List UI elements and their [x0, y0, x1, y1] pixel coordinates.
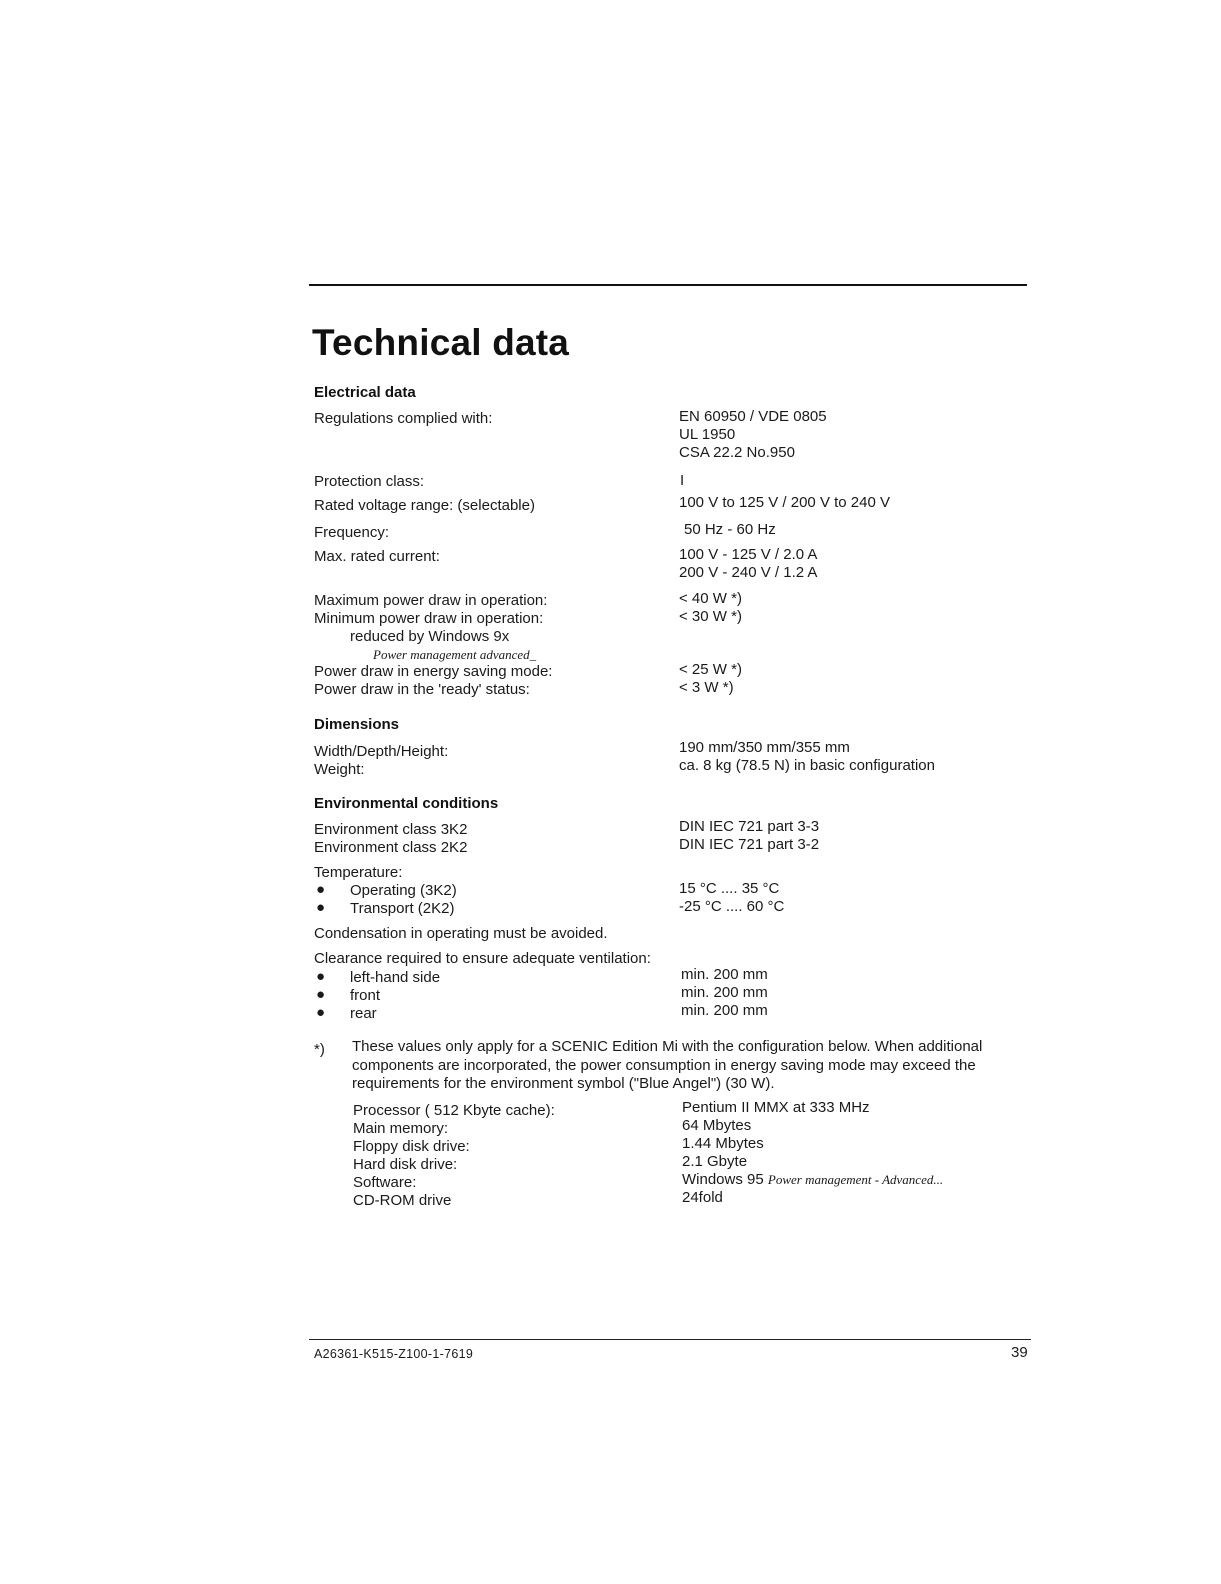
config-software-os: Windows 95 — [682, 1171, 764, 1188]
clearance-left-label: left-hand side — [350, 969, 441, 986]
config-software-note: Power management - Advanced... — [767, 1172, 944, 1187]
clearance-label: Clearance required to ensure adequate ventilation: — [314, 950, 651, 967]
regulations-value-2: UL 1950 — [679, 426, 736, 443]
regulations-value-1: EN 60950 / VDE 0805 — [679, 408, 827, 425]
bullet-icon: ● — [316, 968, 326, 985]
footnote-marker: *) — [314, 1041, 325, 1058]
electrical-heading: Electrical data — [314, 384, 416, 401]
transport-label: Transport (2K2) — [350, 900, 455, 917]
ready-value: < 3 W *) — [679, 679, 734, 696]
footnote-text: These values only apply for a SCENIC Edition Mi with the configuration below. When additional components are incorporated, the power consumption in energy saving mode may exceed the requirements for the environment symbol ("Blue Angel") (30 W). — [352, 1038, 983, 1092]
config-processor-label: Processor ( 512 Kbyte cache): — [353, 1102, 555, 1119]
transport-value: -25 °C .... 60 °C — [679, 898, 785, 915]
clearance-front-label: front — [350, 987, 381, 1004]
condensation-note: Condensation in operating must be avoided. — [314, 925, 608, 942]
voltage-value: 100 V to 125 V / 200 V to 240 V — [679, 494, 890, 511]
environment-heading: Environmental conditions — [314, 795, 499, 812]
class-3k2-label: Environment class 3K2 — [314, 821, 468, 838]
voltage-label: Rated voltage range: (selectable) — [314, 497, 535, 514]
config-cdrom-label: CD-ROM drive — [353, 1192, 452, 1209]
clearance-left-value: min. 200 mm — [681, 966, 768, 983]
bottom-rule — [309, 1339, 1031, 1340]
bullet-icon: ● — [316, 881, 326, 898]
config-floppy-value: 1.44 Mbytes — [682, 1135, 764, 1152]
config-memory-label: Main memory: — [353, 1120, 449, 1137]
clearance-rear-label: rear — [350, 1005, 377, 1022]
bullet-icon: ● — [316, 986, 326, 1003]
operating-label: Operating (3K2) — [350, 882, 457, 899]
frequency-label: Frequency: — [314, 524, 390, 541]
page-title: Technical data — [312, 322, 570, 363]
dimensions-heading: Dimensions — [314, 716, 400, 733]
weight-value: ca. 8 kg (78.5 N) in basic configuration — [679, 757, 935, 774]
current-value-1: 100 V - 125 V / 2.0 A — [679, 546, 818, 563]
min-power-value: < 30 W *) — [679, 608, 742, 625]
energy-saving-value: < 25 W *) — [679, 661, 742, 678]
operating-value: 15 °C .... 35 °C — [679, 880, 780, 897]
top-rule — [309, 284, 1027, 286]
wdh-value: 190 mm/350 mm/355 mm — [679, 739, 850, 756]
protection-label: Protection class: — [314, 473, 425, 490]
bullet-icon: ● — [316, 899, 326, 916]
clearance-front-value: min. 200 mm — [681, 984, 768, 1001]
config-cdrom-value: 24fold — [682, 1189, 723, 1206]
bullet-icon: ● — [316, 1004, 326, 1021]
temperature-label: Temperature: — [314, 864, 403, 881]
config-floppy-label: Floppy disk drive: — [353, 1138, 470, 1155]
ready-label: Power draw in the 'ready' status: — [314, 681, 530, 698]
current-label: Max. rated current: — [314, 548, 440, 565]
document-code: A26361-K515-Z100-1-7619 — [314, 1347, 474, 1361]
reduced-label: reduced by Windows 9x — [350, 628, 510, 645]
config-software-label: Software: — [353, 1174, 417, 1191]
config-harddisk-value: 2.1 Gbyte — [682, 1153, 748, 1170]
page-number: 39 — [1011, 1344, 1028, 1361]
config-software-value — [682, 1171, 943, 1189]
regulations-label: Regulations complied with: — [314, 410, 493, 427]
frequency-value: 50 Hz - 60 Hz — [684, 521, 776, 538]
config-memory-value: 64 Mbytes — [682, 1117, 752, 1134]
clearance-rear-value: min. 200 mm — [681, 1002, 768, 1019]
class-2k2-label: Environment class 2K2 — [314, 839, 468, 856]
max-power-label: Maximum power draw in operation: — [314, 592, 548, 609]
config-processor-value: Pentium II MMX at 333 MHz — [682, 1099, 870, 1116]
class-2k2-value: DIN IEC 721 part 3-2 — [679, 836, 820, 853]
wdh-label: Width/Depth/Height: — [314, 743, 449, 760]
min-power-label: Minimum power draw in operation: — [314, 610, 544, 627]
current-value-2: 200 V - 240 V / 1.2 A — [679, 564, 818, 581]
weight-label: Weight: — [314, 761, 365, 778]
class-3k2-value: DIN IEC 721 part 3-3 — [679, 818, 820, 835]
max-power-value: < 40 W *) — [679, 590, 742, 607]
protection-value: I — [680, 472, 685, 489]
power-management-note: Power management advanced_ — [373, 647, 537, 662]
energy-saving-label: Power draw in energy saving mode: — [314, 663, 553, 680]
config-harddisk-label: Hard disk drive: — [353, 1156, 458, 1173]
regulations-value-3: CSA 22.2 No.950 — [679, 444, 795, 461]
